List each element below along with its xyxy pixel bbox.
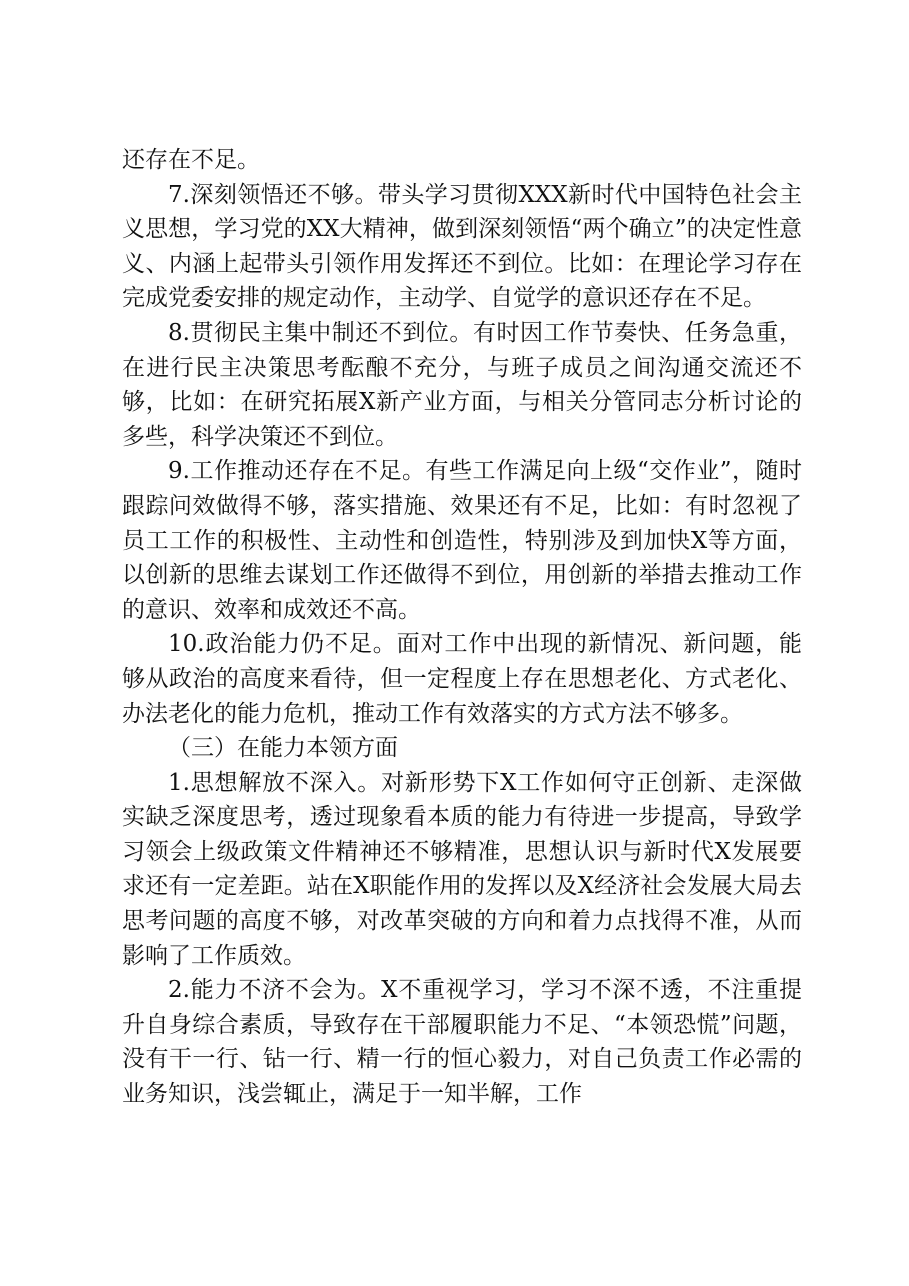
paragraph-section-item-1: 1.思想解放不深入。对新形势下X工作如何守正创新、走深做实缺乏深度思考，透过现象看本质的能力有待进一步提高，导致学习领会上级政策文件精神还不够精准，思想认识与新时代X发展要求还有一定差距。站在X职能作用的发挥以及X经济社会发展大局去思考问题的高度不够，对改革突破的方向和着力点找得不准，从而影响了工作质效。 xyxy=(122,769,802,969)
paragraph-item-9: 9.工作推动还存在不足。有些工作满足向上级“交作业”，随时跟踪问效做得不够，落实措施、效果还有不足，比如：有时忽视了员工工作的积极性、主动性和创造性，特别涉及到加快X等方面，以创新的思维去谋划工作还做得不到位，用创新的举措去推动工作的意识、效率和成效还不高。 xyxy=(122,458,802,623)
paragraph-section-item-2: 2.能力不济不会为。X不重视学习，学习不深不透，不注重提升自身综合素质，导致存在干部履职能力不足、“本领恐慌”问题，没有干一行、钻一行、精一行的恒心毅力，对自己负责工作必需的业务知识，浅尝辄止，满足于一知半解，工作 xyxy=(122,977,802,1108)
paragraph-item-10: 10.政治能力仍不足。面对工作中出现的新情况、新问题，能够从政治的高度来看待，但一定程度上存在思想老化、方式老化、办法老化的能力危机，推动工作有效落实的方式方法不够多。 xyxy=(122,631,802,727)
paragraph-item-7: 7.深刻领悟还不够。带头学习贯彻XXX新时代中国特色社会主义思想，学习党的XX大精神，做到深刻领悟“两个确立”的决定性意义、内涵上起带头引领作用发挥还不到位。比如：在理论学习存在完成党委安排的规定动作，主动学、自觉学的意识还存在不足。 xyxy=(122,181,802,312)
section-heading: （三）在能力本领方面 xyxy=(168,735,398,762)
paragraph-continuation: 还存在不足。 xyxy=(122,147,260,173)
document-body xyxy=(122,143,802,1112)
paragraph-item-8: 8.贯彻民主集中制还不到位。有时因工作节奏快、任务急重，在进行民主决策思考酝酿不充分，与班子成员之间沟通交流还不够，比如：在研究拓展X新产业方面，与相关分管同志分析讨论的多些，科学决策还不到位。 xyxy=(122,319,802,450)
